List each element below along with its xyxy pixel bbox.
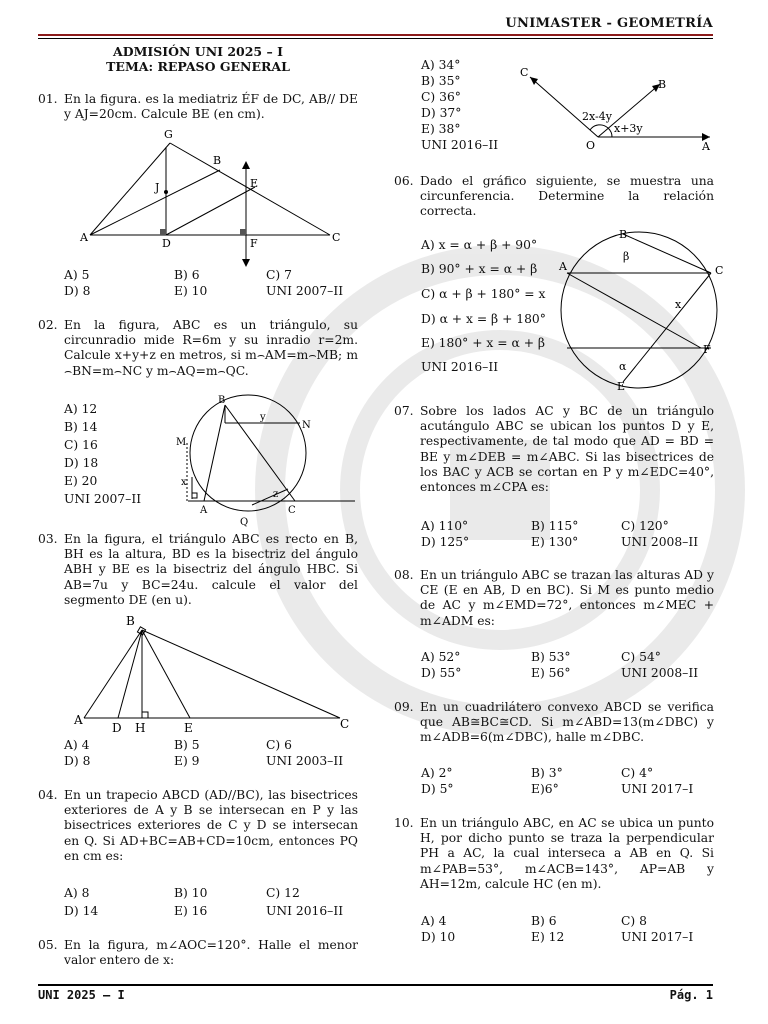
option-b[interactable]: B) 6 bbox=[174, 268, 200, 282]
exam-source: UNI 2007–II bbox=[64, 492, 142, 506]
option-e[interactable]: E) 130° bbox=[531, 535, 579, 549]
option-c[interactable]: C) 36° bbox=[421, 90, 461, 104]
doc-titles bbox=[38, 38, 358, 74]
label-C: C bbox=[332, 231, 341, 244]
question-text: En un triángulo ABC, en AC se ubica un punto H, por dicho punto se traza la perpendicular PH a AC, la cual interseca a AB en Q. Si m∠PAB=53°, m∠ACB=143°, AP=AB y AH=12m, calcule HC (en m). bbox=[420, 816, 714, 891]
option-e[interactable]: E) 10 bbox=[174, 284, 208, 298]
option-d[interactable]: D) 10 bbox=[421, 930, 456, 944]
footer-exam: UNI 2025 – I bbox=[38, 988, 125, 1002]
figure-q05 bbox=[510, 62, 720, 157]
option-c[interactable]: C) 54° bbox=[621, 650, 661, 664]
label-E: E bbox=[250, 177, 259, 190]
question-text: En la figura, el triángulo ABC es recto en B, BH es la altura, BD es la bisectriz del ángulo ABH y BE es la bisectriz del ángulo HBC. Si AB=7u y BC=24u. calcule el valor del segmento DE (en u). bbox=[64, 532, 358, 607]
label-A: A bbox=[74, 713, 83, 727]
option-b[interactable]: B) 115° bbox=[531, 519, 579, 533]
question-07 bbox=[394, 404, 714, 495]
option-d[interactable]: D) 37° bbox=[421, 106, 462, 120]
label-B: B bbox=[658, 78, 667, 91]
question-06 bbox=[394, 174, 714, 220]
exam-source: UNI 2007–II bbox=[266, 284, 344, 298]
question-text: En la figura, m∠AOC=120°. Halle el menor valor entero de x: bbox=[64, 938, 358, 968]
option-e[interactable]: E) 12 bbox=[531, 930, 565, 944]
question-text: Sobre los lados AC y BC de un triángulo acutángulo ABC se ubican los puntos D y E, respectivamente, de tal modo que AD = BD = BE y m∠DEB = m∠ABC. Si las bisectrices de los BAC y ACB se cortan en P y m∠EDC=40°, entonces m∠CPA es: bbox=[420, 404, 714, 495]
label-F: F bbox=[250, 237, 258, 250]
page-number: Pág. 1 bbox=[669, 988, 713, 1002]
figure-q06 bbox=[555, 228, 730, 393]
question-05 bbox=[38, 938, 358, 968]
option-c[interactable]: C) 120° bbox=[621, 519, 669, 533]
question-number: 05. bbox=[38, 938, 58, 952]
question-text: En la figura, ABC es un triángulo, su circunradio mide R=6m y su inradio r=2m. Calcule x+y+z en metros, si m⌢AM=m⌢MB; m ⌢BN=m⌢NC y m⌢AQ=m⌢QC. bbox=[64, 318, 358, 378]
option-b[interactable]: B) 10 bbox=[174, 886, 208, 900]
question-text: En un triángulo ABC se trazan las alturas AD y CE (E en AB, D en BC). Si M es punto medio de AC y m∠EMD=72°, entonces m∠MEC + m∠ADM es: bbox=[420, 568, 714, 628]
option-e[interactable]: E) 20 bbox=[64, 474, 98, 488]
option-a[interactable]: A) 52° bbox=[421, 650, 461, 664]
option-b[interactable]: B) 53° bbox=[531, 650, 571, 664]
label-B: B bbox=[213, 154, 222, 167]
option-d[interactable]: D) 8 bbox=[64, 754, 91, 768]
exam-source: UNI 2016–II bbox=[421, 360, 499, 374]
label-A: A bbox=[80, 231, 88, 244]
option-d[interactable]: D) 125° bbox=[421, 535, 470, 549]
question-text: En un cuadrilátero convexo ABCD se verifica que AB≅BC≅CD. Si m∠ABD=13(m∠DBC) y m∠ADB=6(m∠DBC), halle m∠DBC. bbox=[420, 700, 714, 745]
question-10 bbox=[394, 816, 714, 892]
label-A: A bbox=[200, 505, 208, 516]
label-B: B bbox=[126, 614, 135, 628]
label-D: D bbox=[112, 721, 122, 735]
label-x: x bbox=[675, 298, 682, 311]
label-C: C bbox=[520, 66, 529, 79]
question-text: En un trapecio ABCD (AD//BC), las bisectrices exteriores de A y B se intersecan en P y las bisectrices exteriores de C y D se intersecan en Q. Si AD+BC=AB+CD=10cm, entonces PQ en cm es: bbox=[64, 788, 358, 863]
exam-source: UNI 2017–I bbox=[621, 782, 694, 796]
option-d[interactable]: D) 5° bbox=[421, 782, 454, 796]
label-alpha: α bbox=[619, 360, 627, 373]
label-E: E bbox=[184, 721, 193, 735]
option-e[interactable]: E) 9 bbox=[174, 754, 200, 768]
option-c[interactable]: C) 7 bbox=[266, 268, 292, 282]
option-c[interactable]: C) 12 bbox=[266, 886, 300, 900]
label-A: A bbox=[559, 260, 567, 273]
option-e[interactable]: E) 56° bbox=[531, 666, 571, 680]
label-C: C bbox=[288, 505, 296, 516]
label-C: C bbox=[715, 264, 724, 277]
footer-rule bbox=[38, 984, 713, 986]
doc-title: ADMISIÓN UNI 2025 – I bbox=[113, 44, 283, 59]
label-angle-x-3y: x+3y bbox=[614, 122, 643, 135]
label-angle-2x-4y: 2x-4y bbox=[582, 110, 612, 123]
question-number: 06. bbox=[394, 174, 414, 188]
doc-subtitle: TEMA: REPASO GENERAL bbox=[106, 59, 290, 74]
option-a[interactable]: A) 2° bbox=[421, 766, 453, 780]
label-F: F bbox=[703, 343, 711, 356]
header-title: UNIMASTER - GEOMETRÍA bbox=[505, 16, 713, 31]
figure-q01 bbox=[80, 125, 350, 270]
option-e[interactable]: E)6° bbox=[531, 782, 559, 796]
label-A: A bbox=[702, 140, 710, 153]
option-c[interactable]: C) α + β + 180° = x bbox=[421, 287, 546, 301]
label-B: B bbox=[619, 228, 628, 241]
option-c[interactable]: C) 16 bbox=[64, 438, 98, 452]
label-x: x bbox=[181, 477, 187, 488]
option-c[interactable]: C) 4° bbox=[621, 766, 654, 780]
option-d[interactable]: D) 14 bbox=[64, 904, 99, 918]
option-b[interactable]: B) 14 bbox=[64, 420, 98, 434]
option-d[interactable]: D) 8 bbox=[64, 284, 91, 298]
question-01 bbox=[38, 92, 358, 122]
option-a[interactable]: A) 5 bbox=[64, 268, 90, 282]
option-d[interactable]: D) α + x = β + 180° bbox=[421, 312, 546, 326]
label-N: N bbox=[302, 420, 311, 431]
option-a[interactable]: A) 8 bbox=[64, 886, 90, 900]
option-a[interactable]: A) 4 bbox=[421, 914, 447, 928]
exam-source: UNI 2016–II bbox=[421, 138, 499, 152]
option-a[interactable]: A) 110° bbox=[421, 519, 469, 533]
question-text: Dado el gráfico siguiente, se muestra una circunferencia. Determine la relación correcta. bbox=[420, 174, 714, 219]
exam-source: UNI 2008–II bbox=[621, 535, 699, 549]
option-c[interactable]: C) 8 bbox=[621, 914, 647, 928]
option-b[interactable]: B) 35° bbox=[421, 74, 461, 88]
option-b[interactable]: B) 3° bbox=[531, 766, 563, 780]
question-09 bbox=[394, 700, 714, 746]
question-number: 10. bbox=[394, 816, 414, 830]
question-number: 04. bbox=[38, 788, 58, 802]
question-08 bbox=[394, 568, 714, 629]
question-number: 02. bbox=[38, 318, 58, 332]
label-B: B bbox=[218, 395, 226, 406]
label-E: E bbox=[617, 380, 626, 393]
label-M: M bbox=[176, 437, 187, 448]
label-Q: Q bbox=[240, 517, 249, 528]
question-number: 01. bbox=[38, 92, 58, 106]
label-G: G bbox=[164, 128, 173, 141]
question-number: 03. bbox=[38, 532, 58, 546]
option-d[interactable]: D) 18 bbox=[64, 456, 99, 470]
exam-source: UNI 2003–II bbox=[266, 754, 344, 768]
option-e[interactable]: E) 16 bbox=[174, 904, 208, 918]
option-a[interactable]: A) x = α + β + 90° bbox=[421, 238, 538, 252]
question-03 bbox=[38, 532, 358, 608]
question-02 bbox=[38, 318, 358, 379]
option-b[interactable]: B) 5 bbox=[174, 738, 200, 752]
option-e[interactable]: E) 38° bbox=[421, 122, 461, 136]
figure-q03 bbox=[72, 612, 352, 734]
exam-source: UNI 2016–II bbox=[266, 904, 344, 918]
label-D: D bbox=[162, 237, 171, 250]
label-beta: β bbox=[623, 250, 630, 263]
question-number: 09. bbox=[394, 700, 414, 714]
question-04 bbox=[38, 788, 358, 864]
option-b[interactable]: B) 90° + x = α + β bbox=[421, 262, 538, 276]
question-text: En la figura. es la mediatriz ÉF de DC, AB// DE y AJ=20cm. Calcule BE (en cm). bbox=[64, 92, 358, 122]
option-c[interactable]: C) 6 bbox=[266, 738, 292, 752]
exam-source: UNI 2017–I bbox=[621, 930, 694, 944]
label-J: J bbox=[155, 181, 160, 194]
exam-source: UNI 2008–II bbox=[621, 666, 699, 680]
label-H: H bbox=[135, 721, 146, 735]
option-d[interactable]: D) 55° bbox=[421, 666, 462, 680]
label-y: y bbox=[260, 412, 266, 423]
figure-q02 bbox=[170, 393, 360, 528]
option-a[interactable]: A) 12 bbox=[64, 402, 98, 416]
option-b[interactable]: B) 6 bbox=[531, 914, 557, 928]
label-z: z bbox=[273, 489, 279, 500]
question-number: 08. bbox=[394, 568, 414, 582]
question-number: 07. bbox=[394, 404, 414, 418]
option-e[interactable]: E) 180° + x = α + β bbox=[421, 336, 546, 350]
label-C: C bbox=[340, 717, 350, 731]
option-a[interactable]: A) 4 bbox=[64, 738, 90, 752]
label-O: O bbox=[586, 139, 596, 152]
option-a[interactable]: A) 34° bbox=[421, 58, 461, 72]
